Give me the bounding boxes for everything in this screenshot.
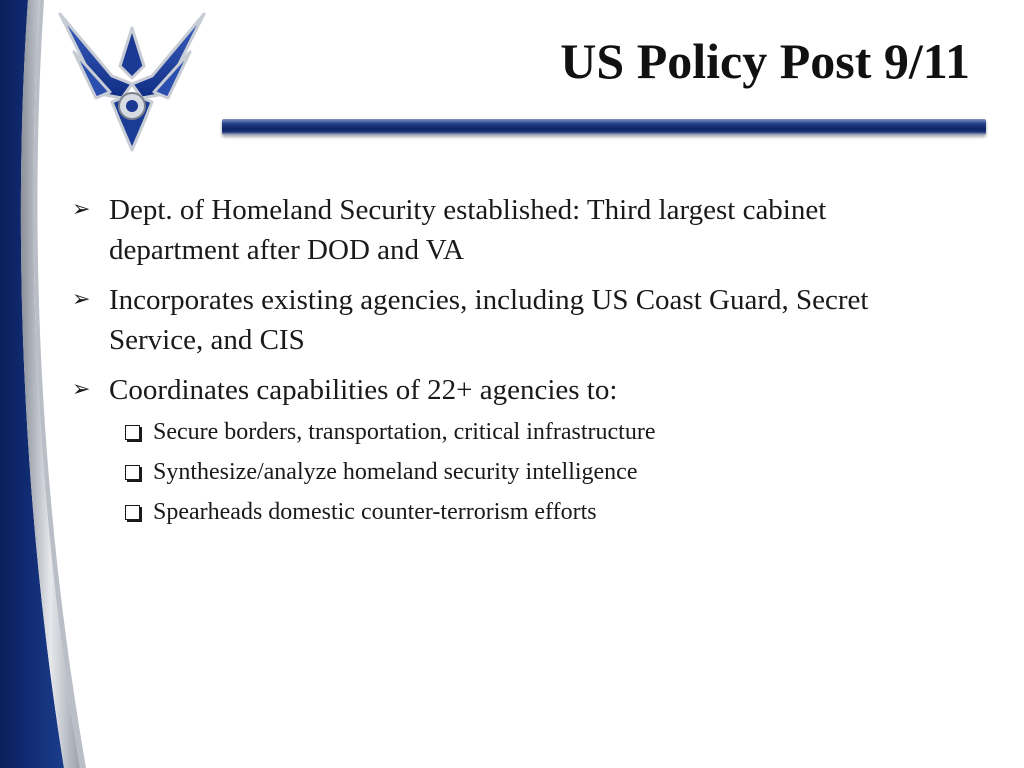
sub-bullet-item-counter-terrorism [109,492,962,532]
checkbox-bullet-icon [125,505,140,520]
bullet-text: Incorporates existing agencies, including US Coast Guard, Secret Service, and CIS [109,284,869,356]
sub-bullet-item-intelligence [109,452,962,492]
bullet-list [72,190,962,532]
sub-bullet-text: Secure borders, transportation, critical infrastructure [153,419,656,445]
arrowhead-bullet-icon: ➢ [72,287,91,312]
sub-bullet-text: Spearheads domestic counter-terrorism efforts [153,499,597,525]
bullet-item-agencies [72,280,962,360]
bullet-text: Coordinates capabilities of 22+ agencies to: [109,374,618,406]
air-force-symbol-icon [52,6,212,154]
arrowhead-bullet-icon: ➢ [72,377,91,402]
sub-bullet-item-borders [109,412,962,452]
sub-bullet-text: Synthesize/analyze homeland security intelligence [153,459,638,485]
bullet-item-homeland-security [72,190,962,270]
arrowhead-bullet-icon: ➢ [72,197,91,222]
sub-bullet-list [109,412,962,532]
title-divider [222,119,986,135]
checkbox-bullet-icon [125,465,140,480]
slide-title: US Policy Post 9/11 [560,33,970,89]
checkbox-bullet-icon [125,425,140,440]
slide-body [72,190,962,542]
bullet-item-coordinates [72,370,962,532]
bullet-text: Dept. of Homeland Security established: Third largest cabinet department after DOD and VA [109,194,827,266]
